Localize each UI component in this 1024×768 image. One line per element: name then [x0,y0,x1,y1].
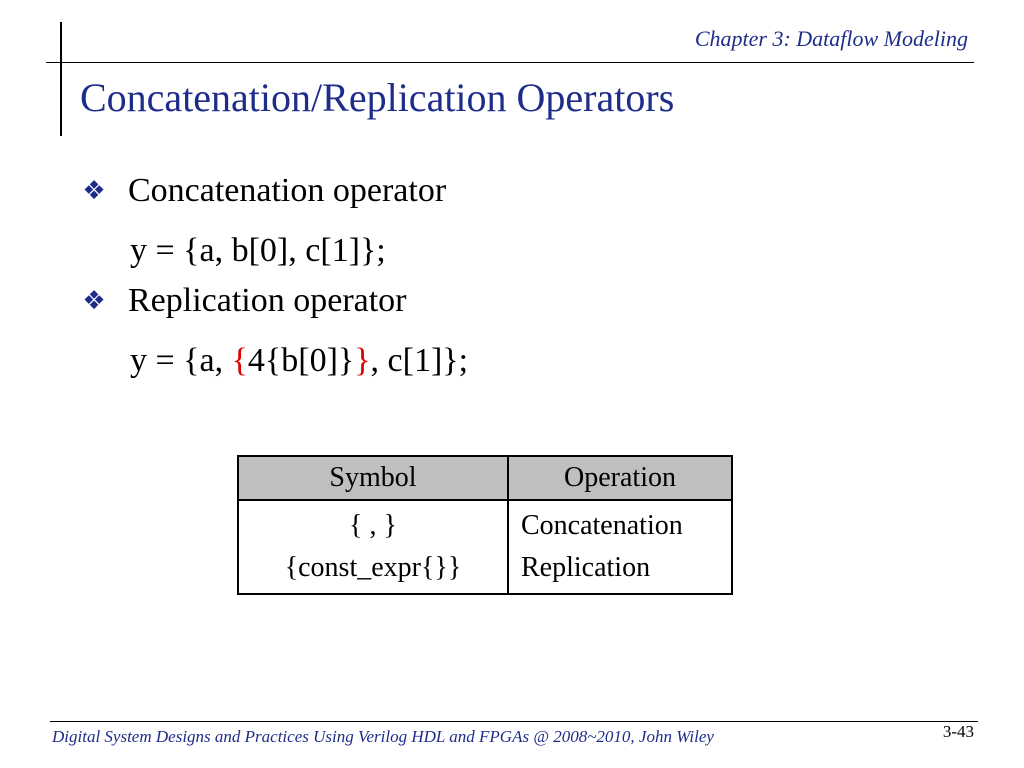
code-red-open-brace: { [231,342,248,379]
header-rule [46,62,974,63]
cell-symbol: { , } [238,500,508,547]
bullet-text: Replication operator [128,282,407,319]
code-concatenation: y = {a, b[0], c[1]}; [130,232,386,269]
chapter-label: Chapter 3: Dataflow Modeling [694,26,968,51]
code-after: , c[1]}; [370,342,469,379]
diamond-bullet-icon: ❖ [82,176,106,206]
operator-table [237,455,733,595]
cell-symbol: {const_expr{}} [238,547,508,594]
left-vertical-rule [60,22,62,136]
table-header-row [238,456,732,500]
page-number: 3-43 [942,722,974,741]
bullet-concatenation [80,172,446,210]
code-replication [130,342,468,380]
cell-operation: Replication [521,552,651,583]
bullet-text: Concatenation operator [128,172,447,209]
footer-text: Digital System Designs and Practices Using Verilog HDL and FPGAs @ 2008~2010, John Wiley [52,727,714,746]
header-operation: Operation [508,456,732,500]
code-red-close-brace: } [354,342,371,379]
code-before: y = {a, [130,342,232,379]
code-middle: 4{b[0]} [247,342,355,379]
cell-operation: Concatenation [521,510,683,541]
footer-rule [50,721,978,722]
table-row [238,547,732,594]
diamond-bullet-icon: ❖ [82,286,106,316]
bullet-replication [80,282,407,320]
header-symbol: Symbol [238,456,508,500]
slide-title: Concatenation/Replication Operators [80,75,675,120]
table-row [238,500,732,547]
